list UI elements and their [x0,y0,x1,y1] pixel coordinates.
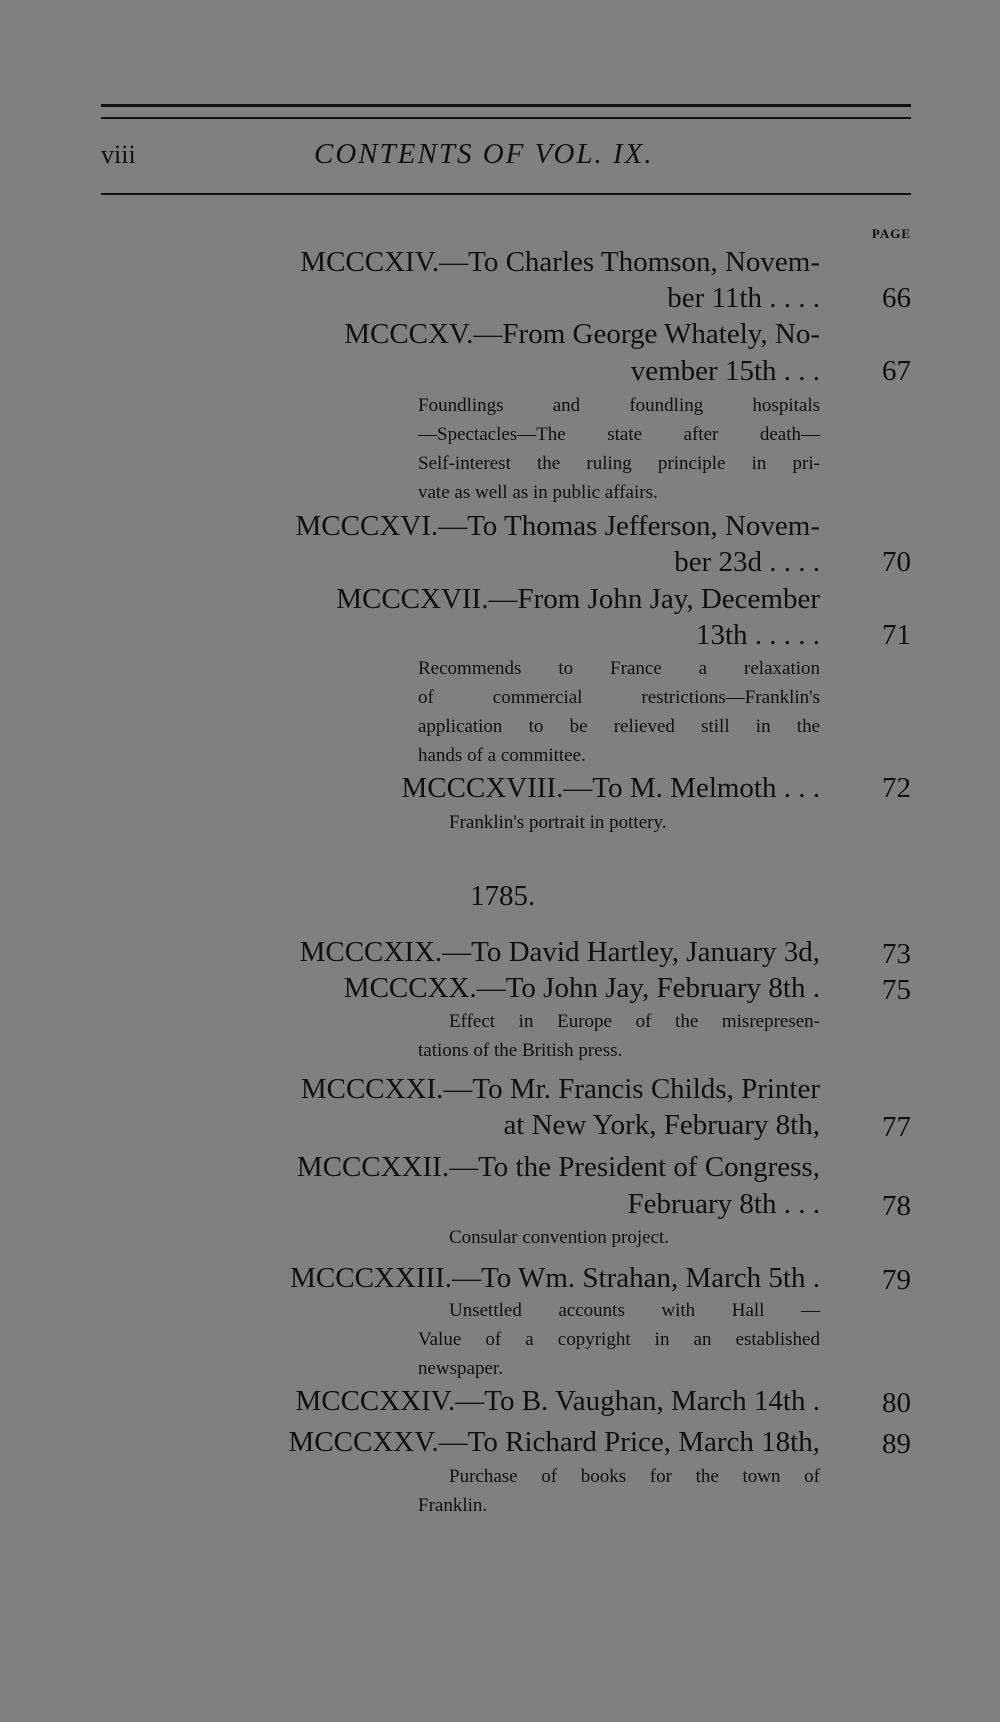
entry-line: ber 23d . . . . [674,546,820,578]
page-column-heading: PAGE [871,226,911,241]
entry-line: vember 15th . . . [630,355,820,387]
entry-summary: Unsettled accounts with Hall — [449,1300,820,1321]
page-ref: 79 [882,1264,911,1296]
top-rule [101,104,911,107]
top-rule-thin [101,117,911,119]
page-ref: 73 [882,938,911,970]
entry-summary: —Spectacles—The state after death— [418,424,820,445]
entry-summary: of commercial restrictions—Franklin's [418,687,820,708]
entry-line: MCCCXIV.—To Charles Thomson, Novem- [300,246,820,278]
entry-summary: application to be relieved still in the [418,716,820,737]
entry-summary: hands of a committee. [418,745,586,766]
entry-line: MCCCXXI.—To Mr. Francis Childs, Printer [300,1073,820,1105]
page-ref: 67 [882,355,911,387]
entry-line: February 8th . . . [627,1188,820,1220]
entry-line: MCCCXV.—From George Whately, No- [344,318,820,350]
entry-line: MCCCXXV.—To Richard Price, March 18th, [288,1426,820,1458]
entry-line: MCCCXX.—To John Jay, February 8th . [343,972,820,1004]
entry-summary: Purchase of books for the town of [449,1466,820,1487]
page-ref: 75 [882,974,911,1006]
entry-line: MCCCXVIII.—To M. Melmoth . . . [401,772,820,804]
entry-summary: newspaper. [418,1358,503,1379]
page-ref: 77 [882,1111,911,1143]
entry-line: MCCCXXII.—To the President of Congress, [296,1151,820,1183]
entry-line: 13th . . . . . [695,619,820,651]
page-title: CONTENTS OF VOL. IX. [314,138,654,170]
entry-line: MCCCXVI.—To Thomas Jefferson, Novem- [295,510,820,542]
page-ref: 66 [882,282,911,314]
entry-line: MCCCXXIII.—To Wm. Strahan, March 5th . [290,1262,820,1294]
page-ref: 71 [882,619,911,651]
entry-summary: Recommends to France a relaxation [418,658,820,679]
entry-line: MCCCXXIV.—To B. Vaughan, March 14th . [295,1385,820,1417]
entry-summary: tations of the British press. [418,1040,623,1061]
entry-summary: Consular convention project. [449,1227,670,1248]
entry-line: MCCCXVII.—From John Jay, December [336,583,820,615]
entry-summary: Value of a copyright in an established [418,1329,820,1350]
entry-summary: Foundlings and foundling hospitals [418,395,820,416]
header-rule [101,193,911,195]
page-ref: 89 [882,1428,911,1460]
entry-summary: Self-interest the ruling principle in pri- [418,453,820,474]
entry-summary: vate as well as in public affairs. [418,482,658,503]
entry-summary: Franklin. [418,1495,488,1516]
page-ref: 72 [882,772,911,804]
entry-summary: Franklin's portrait in pottery. [449,812,667,833]
entry-summary: Effect in Europe of the misrepresen- [449,1011,820,1032]
entry-line: MCCCXIX.—To David Hartley, January 3d, [299,936,820,968]
year-heading: 1785. [470,880,536,912]
page-ref: 78 [882,1190,911,1222]
page-ref: 80 [882,1387,911,1419]
entry-line: ber 11th . . . . [667,282,820,314]
entry-line: at New York, February 8th, [503,1109,820,1141]
page-ref: 70 [882,546,911,578]
page-number: viii [101,140,136,169]
